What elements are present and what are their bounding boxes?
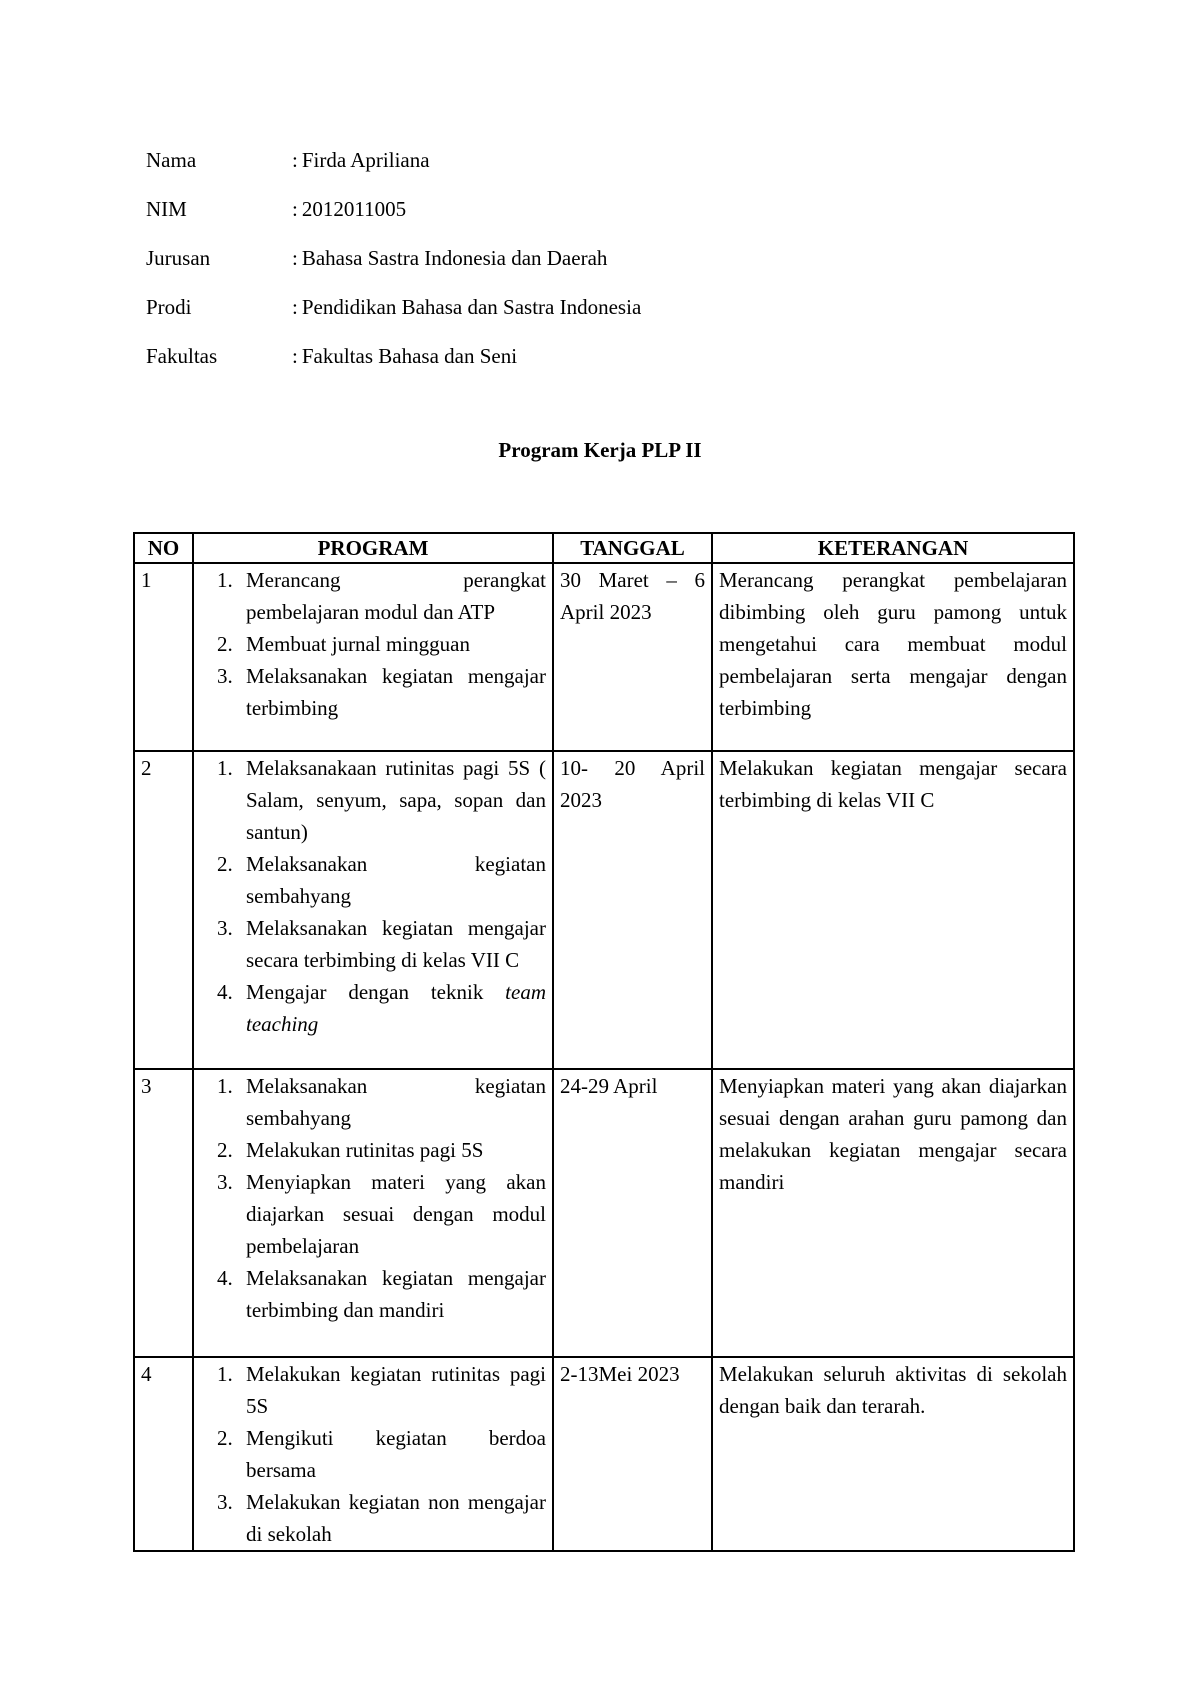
program-list [200,1070,546,1326]
program-item: 3. Melakukan kegiatan non mengajar di sekolah [238,1486,546,1550]
header-program: PROGRAM [193,533,553,563]
program-cell [193,1069,553,1357]
date-cell: 2-13Mei 2023 [553,1357,712,1551]
info-row-fakultas [146,341,641,390]
info-separator: : [292,344,298,368]
program-item-italic: team teaching [246,980,546,1036]
program-item: 2. Membuat jurnal mingguan [238,628,546,660]
table-row [134,1357,1074,1551]
row-number: 2 [134,751,193,1069]
date-cell: 30 Maret – 6 April 2023 [553,563,712,751]
info-value: 2012011005 [301,197,407,221]
table-row [134,751,1074,1069]
info-value: Firda Apriliana [301,148,430,172]
info-separator: : [292,148,298,172]
program-cell [193,1357,553,1551]
row-number: 4 [134,1357,193,1551]
row-number: 3 [134,1069,193,1357]
info-label: Jurusan [146,246,211,270]
program-list [200,1358,546,1550]
program-table [133,532,1075,1552]
program-item: 1. Melaksanakan kegiatan sembahyang [238,1070,546,1134]
info-row-jurusan [146,243,641,292]
row-number: 1 [134,563,193,751]
info-row-nim [146,194,641,243]
info-value: Bahasa Sastra Indonesia dan Daerah [301,246,608,270]
program-item [238,976,546,1040]
info-label: Fakultas [146,344,218,368]
document-title: Program Kerja PLP II [498,438,702,462]
info-value: Pendidikan Bahasa dan Sastra Indonesia [301,295,642,319]
program-list [200,564,546,724]
header-no: NO [134,533,193,563]
info-separator: : [292,246,298,270]
info-separator: : [292,197,298,221]
program-cell [193,751,553,1069]
table-row [134,1069,1074,1357]
program-item: 3. Melaksanakan kegiatan mengajar secara terbimbing di kelas VII C [238,912,546,976]
info-row-nama [146,145,641,194]
info-separator: : [292,295,298,319]
program-item: 4. Melaksanakan kegiatan mengajar terbimbing dan mandiri [238,1262,546,1326]
program-item: 3. Menyiapkan materi yang akan diajarkan sesuai dengan modul pembelajaran [238,1166,546,1262]
program-item: 2. Melakukan rutinitas pagi 5S [238,1134,546,1166]
program-item: 1. Melaksanakaan rutinitas pagi 5S ( Salam, senyum, sapa, sopan dan santun) [238,752,546,848]
date-cell: 10- 20 April 2023 [553,751,712,1069]
note-cell: Menyiapkan materi yang akan diajarkan sesuai dengan arahan guru pamong dan melakukan kegiatan mengajar secara mandiri [712,1069,1074,1357]
program-item-text: Mengajar dengan teknik [246,980,506,1004]
date-cell: 24-29 April [553,1069,712,1357]
program-item: 3. Melaksanakan kegiatan mengajar terbimbing [238,660,546,724]
info-value: Fakultas Bahasa dan Seni [301,344,518,368]
program-cell [193,563,553,751]
program-item: 2. Mengikuti kegiatan berdoa bersama [238,1422,546,1486]
header-keterangan: KETERANGAN [712,533,1074,563]
note-cell: Merancang perangkat pembelajaran dibimbing oleh guru pamong untuk mengetahui cara membuat modul pembelajaran serta mengajar dengan terbimbing [712,563,1074,751]
info-label: NIM [146,197,187,221]
program-item: 2. Melaksanakan kegiatan sembahyang [238,848,546,912]
program-list [200,752,546,1040]
note-cell: Melakukan seluruh aktivitas di sekolah dengan baik dan terarah. [712,1357,1074,1551]
table-header-row [134,533,1074,563]
info-row-prodi [146,292,641,341]
info-label: Nama [146,148,197,172]
student-info [146,145,641,390]
header-tanggal: TANGGAL [553,533,712,563]
program-item: 1. Merancang perangkat pembelajaran modul dan ATP [238,564,546,628]
table-row [134,563,1074,751]
info-label: Prodi [146,295,192,319]
note-cell: Melakukan kegiatan mengajar secara terbimbing di kelas VII C [712,751,1074,1069]
program-item: 1. Melakukan kegiatan rutinitas pagi 5S [238,1358,546,1422]
